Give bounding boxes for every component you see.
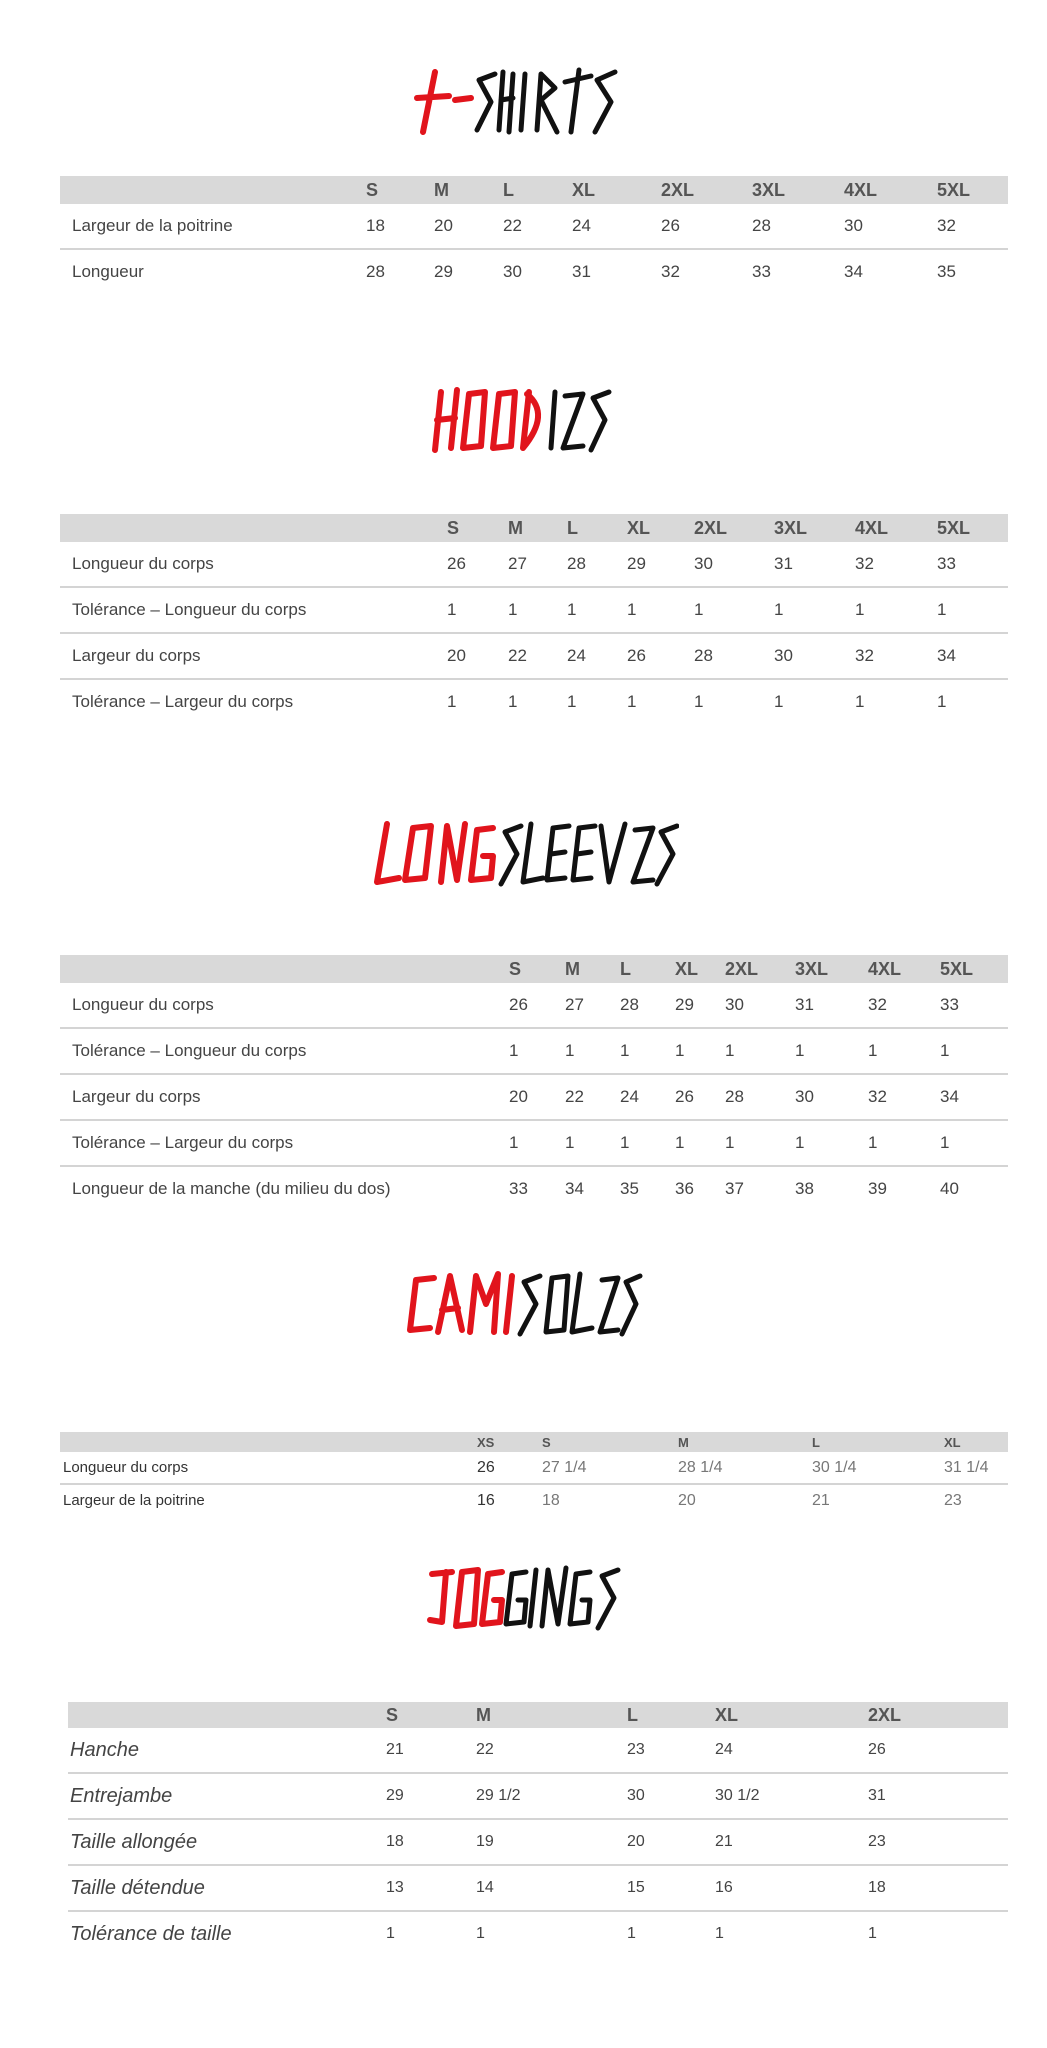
- row-label: Hanche: [68, 1728, 386, 1773]
- row-label: Tolérance de taille: [70, 1922, 232, 1945]
- table-row: [68, 1773, 1008, 1819]
- table-cell: 23: [627, 1728, 715, 1773]
- row-label: Largeur de la poitrine: [60, 204, 366, 249]
- header-cell: M: [476, 1702, 627, 1728]
- table-cell: 26: [675, 1074, 725, 1120]
- table-cell: 23: [868, 1819, 1008, 1865]
- table-cell: 30: [844, 204, 937, 249]
- table-cell: 1: [725, 1120, 795, 1166]
- table-row: [60, 1120, 1008, 1166]
- table-cell: 1: [476, 1925, 485, 1942]
- row-label: Longueur: [72, 262, 144, 281]
- table-cell: 21: [715, 1819, 868, 1865]
- table-cell: 28: [725, 1074, 795, 1120]
- table-cell: 32: [868, 1074, 940, 1120]
- table-cell: 1: [567, 692, 577, 711]
- table-cell: 1: [937, 587, 1008, 633]
- header-cell: S: [447, 514, 508, 542]
- tshirts-title-logo: [409, 60, 639, 140]
- table-cell: 1: [509, 1028, 565, 1074]
- hoodies-title: [0, 378, 1047, 458]
- header-cell: [60, 514, 447, 542]
- table-row: [68, 1865, 1008, 1911]
- header-cell: L: [620, 955, 675, 983]
- tshirts-title: [0, 60, 1047, 140]
- table-cell: 28: [752, 204, 844, 249]
- row-label: Largeur de la poitrine: [63, 1492, 205, 1509]
- table-row: [60, 679, 1008, 724]
- table-cell: 1: [774, 692, 784, 711]
- table-cell: 24: [715, 1728, 868, 1773]
- header-cell: XL: [627, 514, 694, 542]
- table-cell: 1: [715, 1925, 724, 1942]
- table-row: [60, 249, 1008, 294]
- header-cell: [60, 176, 366, 204]
- table-cell: 29: [434, 262, 453, 281]
- table-row: [60, 1166, 1008, 1211]
- table-cell: 1: [868, 1028, 940, 1074]
- table-cell: 22: [565, 1074, 620, 1120]
- row-label: Tolérance – Largeur du corps: [60, 1120, 509, 1166]
- table-cell: 28: [620, 983, 675, 1028]
- table-cell: 32: [868, 983, 940, 1028]
- table-cell: 23: [944, 1491, 962, 1509]
- table-cell: 30: [627, 1773, 715, 1819]
- table-header-row: [60, 176, 1008, 204]
- table-cell: 22: [503, 204, 572, 249]
- table-cell: 1: [509, 1120, 565, 1166]
- header-cell: S: [366, 176, 434, 204]
- table-cell: 27: [508, 542, 567, 587]
- header-cell: S: [386, 1702, 476, 1728]
- header-cell: XL: [715, 1702, 868, 1728]
- table-cell: 26: [661, 204, 752, 249]
- table-cell: 1: [795, 1120, 868, 1166]
- table-header-row: [68, 1702, 1008, 1728]
- camisoles-title: [0, 1262, 1047, 1342]
- table-cell: 24: [572, 204, 661, 249]
- table-cell: 31: [572, 262, 591, 281]
- table-cell: 1: [675, 1120, 725, 1166]
- table-cell: 26: [868, 1728, 1008, 1773]
- table-cell: 30 1/2: [715, 1773, 868, 1819]
- header-cell: 2XL: [868, 1702, 1008, 1728]
- header-cell: S: [509, 955, 565, 983]
- table-cell: 28: [567, 542, 627, 587]
- table-cell: 34: [940, 1074, 1008, 1120]
- table-cell: 30: [795, 1074, 868, 1120]
- table-cell: 21: [386, 1728, 476, 1773]
- table-cell: 15: [627, 1865, 715, 1911]
- table-cell: 40: [940, 1179, 959, 1198]
- hoodies-size-table: [60, 514, 1008, 724]
- table-cell: 32: [855, 542, 937, 587]
- table-cell: 27: [565, 983, 620, 1028]
- table-row: [68, 1728, 1008, 1773]
- table-cell: 26: [447, 542, 508, 587]
- longsleeves-title: [0, 812, 1047, 892]
- table-cell: 13: [386, 1865, 476, 1911]
- table-header-row: [60, 1432, 1008, 1452]
- table-cell: 29: [386, 1773, 476, 1819]
- header-cell: [60, 955, 509, 983]
- tshirts-size-table: [60, 176, 1008, 294]
- table-cell: 29: [675, 983, 725, 1028]
- row-label: Taille détendue: [68, 1865, 386, 1911]
- table-cell: 1: [627, 1925, 636, 1942]
- joggings-title-logo: [424, 1556, 624, 1636]
- table-cell: 18: [868, 1865, 1008, 1911]
- table-cell: 30 1/4: [812, 1452, 944, 1484]
- table-cell: 24: [620, 1074, 675, 1120]
- table-cell: 27 1/4: [542, 1452, 678, 1484]
- table-cell: 1: [386, 1925, 395, 1942]
- table-cell: 28: [694, 633, 774, 679]
- table-cell: 33: [752, 262, 771, 281]
- joggings-size-table: [68, 1702, 1008, 1956]
- table-cell: 32: [661, 262, 680, 281]
- row-label: Longueur du corps: [60, 542, 447, 587]
- table-row: [60, 204, 1008, 249]
- header-cell: 5XL: [937, 176, 1008, 204]
- table-cell: 26: [477, 1452, 542, 1484]
- table-cell: 16: [715, 1865, 868, 1911]
- table-cell: 1: [940, 1120, 1008, 1166]
- header-cell: XL: [675, 955, 725, 983]
- header-cell: M: [434, 176, 503, 204]
- row-label: Largeur du corps: [60, 1074, 509, 1120]
- header-cell: 4XL: [868, 955, 940, 983]
- table-cell: 1: [620, 1028, 675, 1074]
- table-cell: 20: [509, 1074, 565, 1120]
- header-cell: L: [812, 1432, 944, 1452]
- table-row: [60, 542, 1008, 587]
- header-cell: M: [508, 514, 567, 542]
- header-cell: XS: [477, 1432, 542, 1452]
- table-cell: 1: [868, 1925, 877, 1942]
- camisoles-size-table: [60, 1432, 1008, 1516]
- row-label: Tolérance – Longueur du corps: [60, 587, 447, 633]
- table-cell: 39: [868, 1179, 887, 1198]
- table-header-row: [60, 514, 1008, 542]
- header-cell: S: [542, 1432, 678, 1452]
- table-cell: 36: [675, 1179, 694, 1198]
- row-label: Longueur du corps: [60, 983, 509, 1028]
- table-row: [68, 1819, 1008, 1865]
- hoodies-title-logo: [429, 378, 619, 458]
- header-cell: 4XL: [844, 176, 937, 204]
- row-label: Entrejambe: [68, 1773, 386, 1819]
- table-cell: 1: [567, 587, 627, 633]
- table-row: [68, 1911, 1008, 1956]
- table-cell: 30: [694, 542, 774, 587]
- table-cell: 33: [940, 983, 1008, 1028]
- table-cell: 31: [868, 1773, 1008, 1819]
- table-cell: 20: [678, 1491, 696, 1509]
- table-cell: 20: [447, 633, 508, 679]
- table-cell: 1: [795, 1028, 868, 1074]
- table-row: [60, 633, 1008, 679]
- table-cell: 22: [508, 633, 567, 679]
- table-cell: 16: [477, 1491, 495, 1509]
- table-cell: 28 1/4: [678, 1452, 812, 1484]
- table-cell: 33: [509, 1179, 528, 1198]
- table-cell: 1: [627, 587, 694, 633]
- table-cell: 26: [627, 633, 694, 679]
- table-cell: 32: [937, 204, 1008, 249]
- table-cell: 33: [937, 542, 1008, 587]
- longsleeves-title-logo: [369, 812, 679, 892]
- table-row: [60, 983, 1008, 1028]
- table-cell: 1: [447, 692, 457, 711]
- table-cell: 1: [447, 587, 508, 633]
- table-cell: 30: [503, 262, 522, 281]
- header-cell: [60, 1432, 477, 1452]
- row-label: Taille allongée: [68, 1819, 386, 1865]
- table-cell: 18: [542, 1491, 560, 1509]
- table-cell: 29: [627, 542, 694, 587]
- table-cell: 30: [774, 633, 855, 679]
- table-cell: 1: [508, 692, 518, 711]
- table-cell: 1: [937, 692, 947, 711]
- table-cell: 31: [774, 542, 855, 587]
- header-cell: 4XL: [855, 514, 937, 542]
- table-cell: 30: [725, 983, 795, 1028]
- table-cell: 1: [855, 692, 865, 711]
- table-row: [60, 587, 1008, 633]
- row-label: Longueur du corps: [60, 1452, 477, 1484]
- table-cell: 1: [940, 1028, 1008, 1074]
- table-cell: 31 1/4: [944, 1452, 1008, 1484]
- table-cell: 1: [694, 692, 704, 711]
- table-row: [60, 1074, 1008, 1120]
- header-cell: L: [627, 1702, 715, 1728]
- table-cell: 28: [366, 262, 385, 281]
- table-cell: 1: [725, 1028, 795, 1074]
- camisoles-title-logo: [404, 1262, 644, 1342]
- header-cell: L: [567, 514, 627, 542]
- table-cell: 14: [476, 1865, 627, 1911]
- header-cell: M: [678, 1432, 812, 1452]
- table-cell: 34: [565, 1179, 584, 1198]
- table-cell: 31: [795, 983, 868, 1028]
- table-cell: 19: [476, 1819, 627, 1865]
- header-cell: XL: [944, 1432, 1008, 1452]
- table-cell: 29 1/2: [476, 1773, 627, 1819]
- table-cell: 1: [508, 587, 567, 633]
- joggings-title: [0, 1556, 1047, 1636]
- table-cell: 34: [844, 262, 863, 281]
- table-cell: 35: [620, 1179, 639, 1198]
- header-cell: M: [565, 955, 620, 983]
- header-cell: 3XL: [774, 514, 855, 542]
- table-row: [60, 1028, 1008, 1074]
- row-label: Tolérance – Longueur du corps: [60, 1028, 509, 1074]
- row-label: Longueur de la manche (du milieu du dos): [72, 1179, 391, 1198]
- table-cell: 20: [627, 1819, 715, 1865]
- header-cell: XL: [572, 176, 661, 204]
- table-cell: 21: [812, 1491, 830, 1509]
- table-cell: 22: [476, 1728, 627, 1773]
- header-cell: [68, 1702, 386, 1728]
- header-cell: 2XL: [694, 514, 774, 542]
- table-cell: 18: [386, 1819, 476, 1865]
- header-cell: L: [503, 176, 572, 204]
- header-cell: 3XL: [795, 955, 868, 983]
- table-cell: 1: [565, 1120, 620, 1166]
- row-label: Largeur du corps: [60, 633, 447, 679]
- table-cell: 18: [366, 204, 434, 249]
- header-cell: 2XL: [725, 955, 795, 983]
- table-row: [60, 1452, 1008, 1484]
- table-header-row: [60, 955, 1008, 983]
- table-cell: 38: [795, 1179, 814, 1198]
- table-cell: 35: [937, 262, 956, 281]
- header-cell: 2XL: [661, 176, 752, 204]
- header-cell: 3XL: [752, 176, 844, 204]
- table-cell: 1: [694, 587, 774, 633]
- table-row: [60, 1484, 1008, 1516]
- table-cell: 1: [565, 1028, 620, 1074]
- longsleeves-size-table: [60, 955, 1008, 1211]
- table-cell: 1: [774, 587, 855, 633]
- table-cell: 1: [627, 692, 637, 711]
- table-cell: 1: [868, 1120, 940, 1166]
- table-cell: 20: [434, 204, 503, 249]
- table-cell: 34: [937, 633, 1008, 679]
- header-cell: 5XL: [940, 955, 1008, 983]
- table-cell: 1: [855, 587, 937, 633]
- table-cell: 24: [567, 633, 627, 679]
- table-cell: 1: [620, 1120, 675, 1166]
- row-label: Tolérance – Largeur du corps: [72, 692, 294, 711]
- table-cell: 1: [675, 1028, 725, 1074]
- header-cell: 5XL: [937, 514, 1008, 542]
- table-cell: 26: [509, 983, 565, 1028]
- table-cell: 32: [855, 633, 937, 679]
- table-cell: 37: [725, 1179, 744, 1198]
